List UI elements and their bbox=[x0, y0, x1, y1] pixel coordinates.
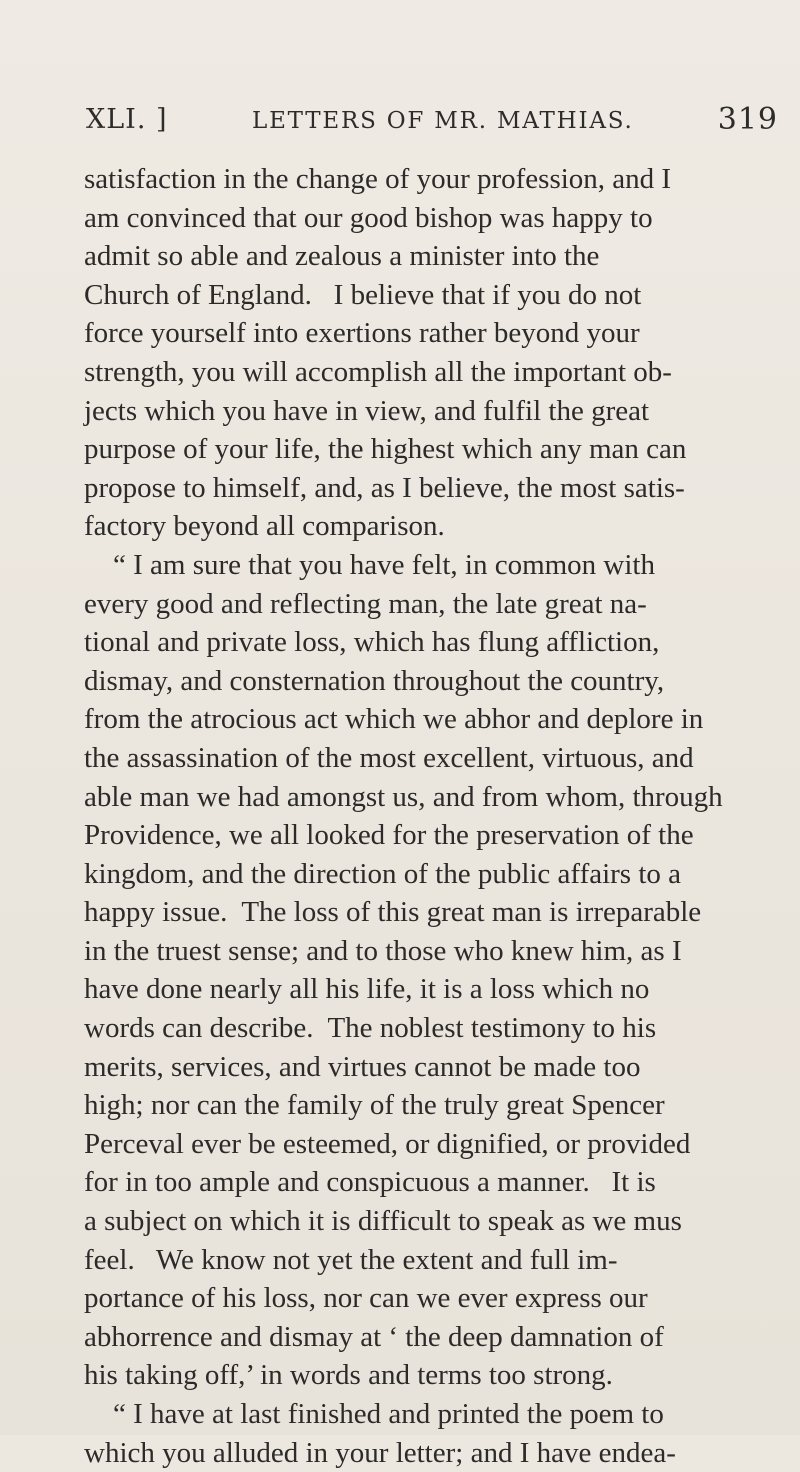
chapter-number: XLI. ] bbox=[86, 104, 168, 135]
text-line: the assassination of the most excellent, virtuous, and bbox=[84, 741, 694, 774]
text-line: feel. We know not yet the extent and full im- bbox=[84, 1243, 618, 1276]
text-line: portance of his loss, nor can we ever express our bbox=[84, 1282, 648, 1315]
text-line: dismay, and consternation throughout the country, bbox=[84, 664, 665, 697]
letter-text bbox=[84, 160, 800, 1472]
text-line: words can describe. The noblest testimony to his bbox=[84, 1012, 657, 1045]
text-line: in the truest sense; and to those who knew him, as I bbox=[84, 934, 682, 967]
text-line: kingdom, and the direction of the public affairs to a bbox=[84, 857, 682, 890]
text-line: tional and private loss, which has flung affliction, bbox=[84, 626, 660, 659]
text-line: happy issue. The loss of this great man is irreparable bbox=[84, 896, 702, 929]
text-line: jects which you have in view, and fulfil the great bbox=[84, 394, 650, 427]
text-line: his taking off,’ in words and terms too strong. bbox=[84, 1359, 613, 1392]
text-line: strength, you will accomplish all the important ob- bbox=[84, 355, 672, 388]
running-head bbox=[86, 104, 778, 144]
text-line: merits, services, and virtues cannot be made too bbox=[84, 1050, 641, 1083]
text-line: Church of England. I believe that if you do not bbox=[84, 278, 642, 311]
text-line: am convinced that our good bishop was happy to bbox=[84, 201, 653, 234]
text-line: able man we had amongst us, and from whom, through bbox=[84, 780, 723, 813]
text-line: “ I have at last finished and printed the poem to bbox=[84, 1398, 664, 1430]
text-line: “ I am sure that you have felt, in common with bbox=[84, 548, 655, 581]
text-line: Providence, we all looked for the preservation of the bbox=[84, 819, 694, 852]
text-line: Perceval ever be esteemed, or dignified, or provided bbox=[84, 1127, 691, 1160]
text-line: for in too ample and conspicuous a manner. It is bbox=[84, 1166, 656, 1199]
text-line: propose to himself, and, as I believe, the most satis- bbox=[84, 471, 685, 504]
text-line: from the atrocious act which we abhor and deplore in bbox=[84, 703, 704, 736]
text-line: purpose of your life, the highest which any man can bbox=[84, 433, 687, 466]
text-line: a subject on which it is difficult to speak as we mus bbox=[84, 1205, 682, 1238]
text-line: admit so able and zealous a minister into the bbox=[84, 240, 600, 273]
text-line: which you alluded in your letter; and I have endea- bbox=[84, 1436, 676, 1469]
text-line: every good and reflecting man, the late great na- bbox=[84, 587, 647, 620]
text-line: abhorrence and dismay at ‘ the deep damnation of bbox=[84, 1320, 664, 1353]
text-line: force yourself into exertions rather beyond your bbox=[84, 317, 640, 350]
page-number: 319 bbox=[717, 102, 778, 137]
running-title: LETTERS OF MR. MATHIAS. bbox=[252, 108, 634, 134]
text-line: satisfaction in the change of your profession, and I bbox=[84, 163, 672, 195]
text-line: factory beyond all comparison. bbox=[84, 510, 445, 543]
text-line: high; nor can the family of the truly great Spencer bbox=[84, 1089, 665, 1122]
text-line: have done nearly all his life, it is a loss which no bbox=[84, 973, 650, 1006]
